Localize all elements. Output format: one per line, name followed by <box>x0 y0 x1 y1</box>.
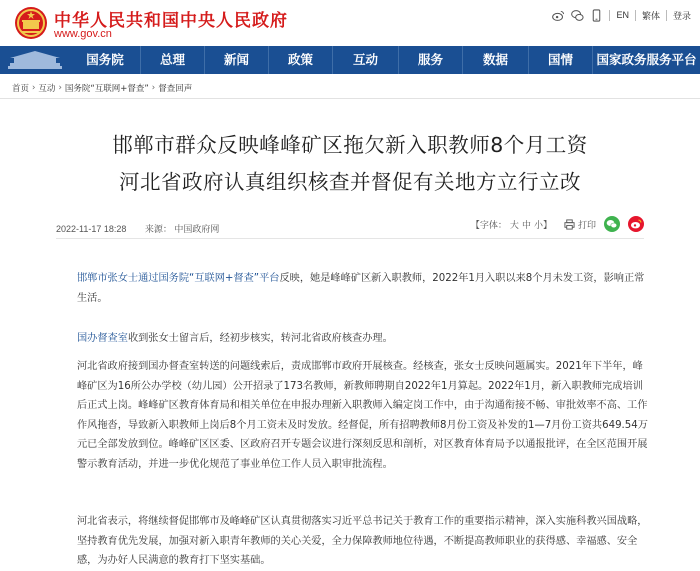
breadcrumb-separator: › <box>32 83 36 93</box>
nav-item-news[interactable]: 新闻 <box>204 46 268 74</box>
lang-traditional-link[interactable]: 繁体 <box>641 10 660 21</box>
breadcrumb-separator: › <box>58 83 62 93</box>
site-header <box>0 0 700 46</box>
article-title-line1: 邯郸市群众反映峰峰矿区拖欠新入职教师8个月工资 <box>112 133 588 157</box>
nav-item-service[interactable]: 服务 <box>398 46 462 74</box>
nav-item-interaction[interactable]: 互动 <box>332 46 398 74</box>
weibo-icon[interactable] <box>552 9 565 22</box>
publish-date: 2022-11-17 18:28 <box>56 224 127 234</box>
site-title[interactable]: 中华人民共和国中央人民政府 <box>54 11 288 31</box>
font-size-close: 】 <box>542 220 552 231</box>
article-tools <box>471 216 644 232</box>
breadcrumb <box>12 82 192 94</box>
login-link[interactable]: 登录 <box>672 10 691 21</box>
top-tools <box>549 8 694 22</box>
font-size-small[interactable]: 小 <box>533 220 543 231</box>
nav-item-premier[interactable]: 总理 <box>140 46 204 74</box>
nav-item-gov-service-platform[interactable]: 国家政务服务平台 <box>592 46 700 74</box>
breadcrumb-home[interactable]: 首页 <box>12 84 30 94</box>
breadcrumb-interaction[interactable]: 互动 <box>38 84 56 94</box>
article-title-line2: 河北省政府认真组织核查并督促有关地方立行立改 <box>119 170 581 194</box>
divider <box>56 238 644 239</box>
site-url[interactable]: www.gov.cn <box>54 28 112 40</box>
nav-home[interactable] <box>0 46 70 74</box>
paragraph-text: 收到张女士留言后，经初步核实，转河北省政府核查办理。 <box>127 333 393 344</box>
nav-item-data[interactable]: 数据 <box>462 46 528 74</box>
breadcrumb-inspection-echo[interactable]: 督查回声 <box>158 84 193 94</box>
article-paragraph <box>77 269 652 308</box>
nav-item-state-council[interactable]: 国务院 <box>86 52 124 67</box>
platform-link[interactable]: 邯郸市张女士通过国务院“互联网+督查”平台 <box>77 273 280 284</box>
print-icon <box>564 219 575 230</box>
divider <box>666 10 667 21</box>
print-button[interactable] <box>564 218 596 231</box>
breadcrumb-internet-plus-inspection[interactable]: 国务院“互联网+督查” <box>64 84 149 94</box>
divider <box>0 98 700 99</box>
article-paragraph: 河北省表示，将继续督促邯郸市及峰峰矿区认真贯彻落实习近平总书记关于教育工作的重要指示精神，深入实施科教兴国战略，坚持教育优先发展，加强对新入职青年教师的关心关爱，全力保障教师地位待遇，不断提高教师职业的获得感、幸福感、安全感，为办好人民满意的教育打下坚实基础。 <box>77 516 648 566</box>
phone-icon[interactable] <box>590 9 603 22</box>
lang-en-link[interactable]: EN <box>616 10 629 20</box>
article-meta <box>56 222 219 235</box>
article-source: 来源： 中国政府网 <box>144 224 220 234</box>
divider <box>635 10 636 21</box>
paragraph-text: 反映，她是峰峰矿区新入职教师，2022年1月入职以来8个月未发工资，影响正常生活。 <box>77 273 645 304</box>
inspection-office-link[interactable]: 国办督查室 <box>77 333 128 344</box>
font-size-label: 【字体： <box>470 220 507 231</box>
font-size-large[interactable]: 大 <box>509 220 519 231</box>
wechat-share-icon[interactable] <box>604 216 620 232</box>
nav-item-national-conditions[interactable]: 国情 <box>528 46 592 74</box>
font-size-medium[interactable]: 中 <box>521 220 531 231</box>
nav-item-policy[interactable]: 政策 <box>268 46 332 74</box>
national-emblem-icon[interactable] <box>14 6 48 40</box>
home-icon <box>0 46 70 74</box>
breadcrumb-separator: › <box>151 83 156 93</box>
print-label: 打印 <box>577 220 596 231</box>
wechat-icon[interactable] <box>571 9 584 22</box>
divider <box>609 10 610 21</box>
article-paragraph <box>77 329 652 349</box>
main-nav <box>0 46 700 74</box>
article-paragraph: 河北省政府接到国办督查室转送的问题线索后，责成邯郸市政府开展核查。经核查，张女士反映问题属实。2021年下半年，峰峰矿区为16所公办学校（幼儿园）公开招录了173名教师，新教师聘期自2022年1月算起。2022年1月，新入职教师完成培训后正式上岗。峰峰矿区教育体育局和相关单位在申报办理新入职教师入编定岗工作中，由于沟通衔接不畅、审批效率不高、工作作风拖沓，导致新入职教师上岗后8个月工资未及时发放。经督促，所有招聘教师8月份工资及补发的1—7月份工资共649.54万元已全部发放到位。峰峰矿区区委、区政府召开专题会议进行深刻反思和剖析，对区教育体育局予以通报批评，在全区范围开展警示教育活动，并进一步优化规范了事业单位工作人员入职审批流程。 <box>77 361 648 470</box>
weibo-share-icon[interactable] <box>628 216 644 232</box>
